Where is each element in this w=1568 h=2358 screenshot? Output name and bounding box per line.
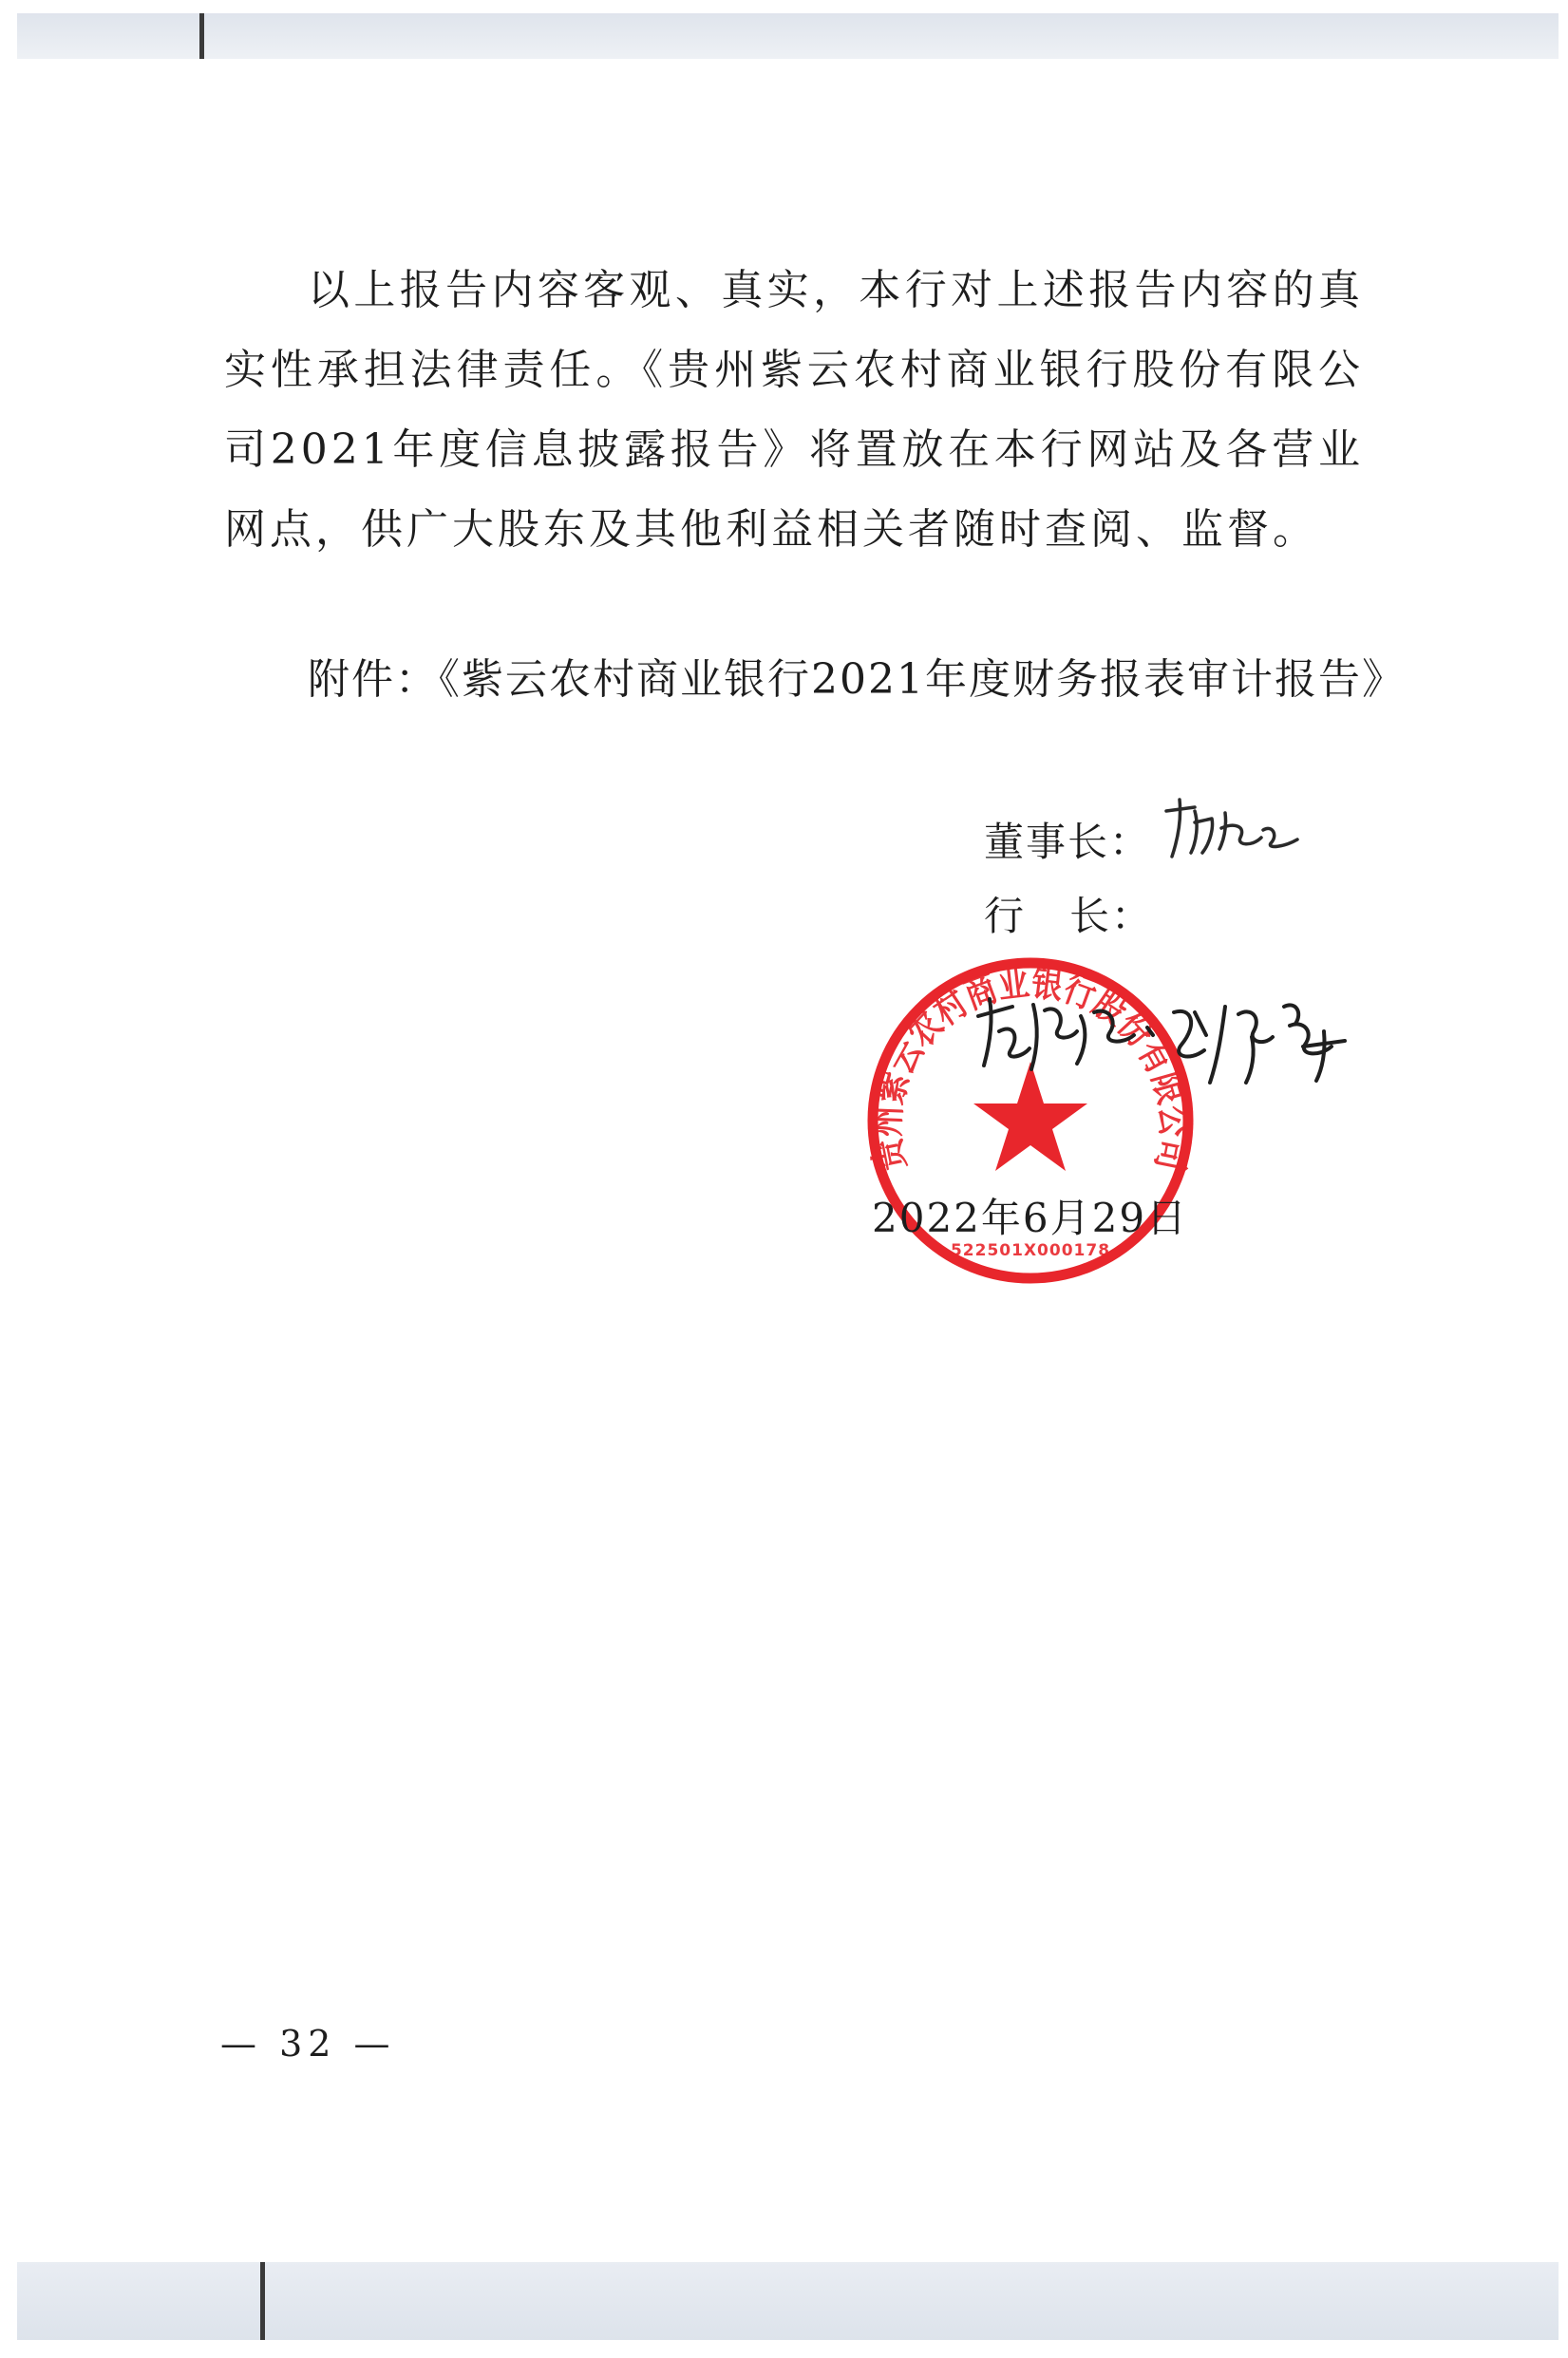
page-number: — 32 —: [220, 2023, 396, 2065]
attachment-text: 附件：《紫云农村商业银行2021年度财务报表审计报告》: [308, 655, 1406, 704]
scan-edge-mark: [199, 13, 204, 59]
president-label-char: 长：: [1069, 893, 1154, 939]
president-label-char: 行: [984, 893, 1027, 939]
body-paragraph: [224, 251, 1364, 570]
president-signature: [971, 978, 1379, 1092]
chairman-signature: [1157, 790, 1309, 866]
chairman-label: 董事长：: [984, 819, 1152, 865]
president-label: [984, 885, 1153, 942]
scan-border-top: [17, 13, 1559, 59]
signing-date: 2022年6月29日: [872, 1195, 1189, 1241]
seal-arc-text: 贵州紫云农村商业银行股份有限公司: [863, 959, 1197, 1181]
seal-code-text: 522501X000178: [950, 1241, 1111, 1260]
scan-edge-mark: [260, 2262, 265, 2340]
attachment-line: [224, 640, 1421, 720]
scan-border-bottom: [17, 2262, 1559, 2340]
body-paragraph-text: 以上报告内容客观、真实，本行对上述报告内容的真实性承担法律责任。《贵州紫云农村商业银行股份有限公司2021年度信息披露报告》将置放在本行网站及各营业网点，供广大股东及其他利益相关者随时查阅、监督。: [224, 266, 1364, 554]
